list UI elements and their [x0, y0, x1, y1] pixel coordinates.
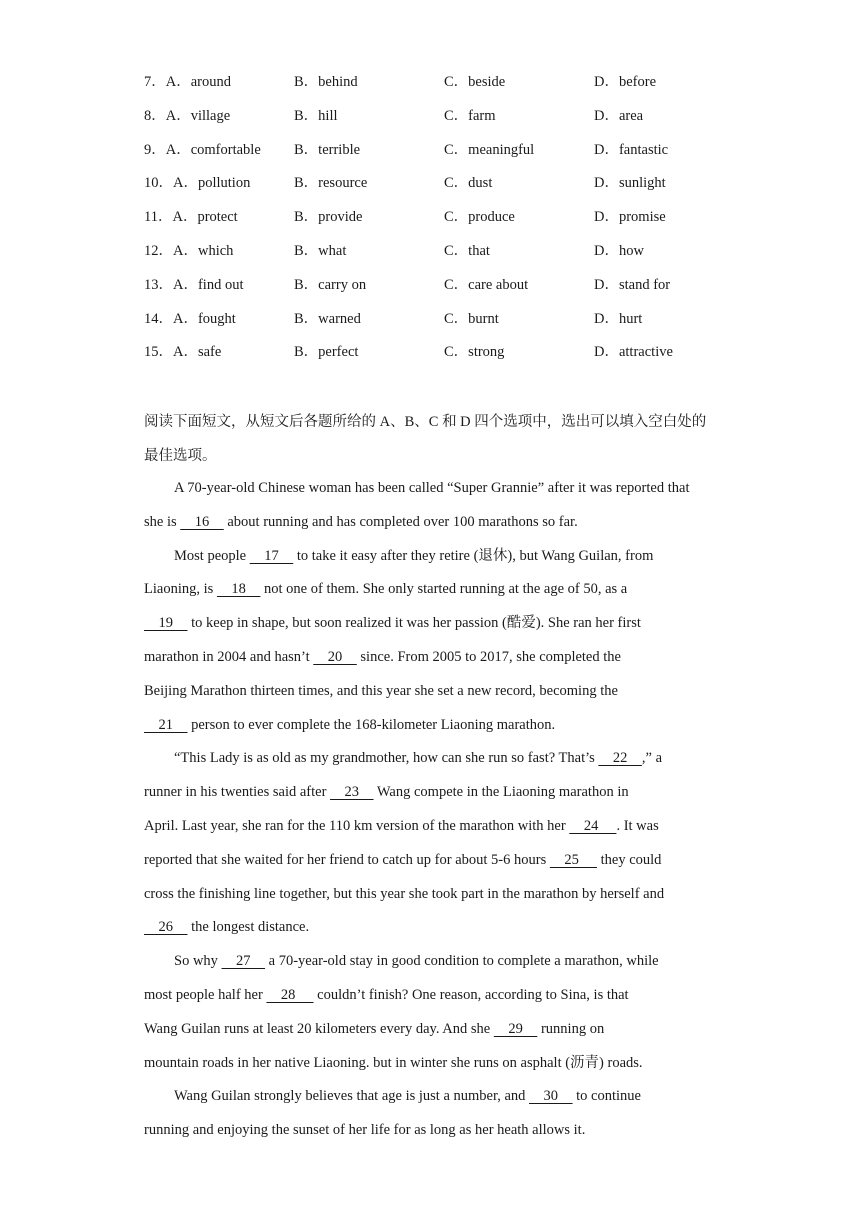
- option-list: [144, 70, 744, 374]
- option-b: B．terrible: [294, 141, 361, 158]
- option-b: B．perfect: [294, 344, 359, 361]
- option-a: 8．A．village: [144, 107, 231, 124]
- passage-line: [144, 742, 720, 776]
- passage-text: Beijing Marathon thirteen times, and this year she set a new record, becoming the: [144, 682, 618, 699]
- passage-text: couldn’t finish? One reason, according to Sina, is that: [313, 986, 629, 1003]
- option-row: [144, 205, 744, 239]
- passage-line: [144, 945, 720, 979]
- answer-blank: 16: [180, 513, 224, 530]
- option-d: D．how: [594, 242, 644, 259]
- passage-line: [144, 1080, 720, 1114]
- option-c: C．dust: [444, 175, 493, 192]
- passage-line: [144, 540, 720, 574]
- passage-text: runner in his twenties said after: [144, 784, 331, 801]
- passage-text: Wang compete in the Liaoning marathon in: [373, 784, 629, 801]
- option-row: [144, 138, 744, 172]
- passage-text: the longest distance.: [187, 919, 310, 936]
- passage-line: [144, 709, 720, 743]
- passage-line: [144, 675, 720, 709]
- passage-line: [144, 810, 720, 844]
- option-row: [144, 273, 744, 307]
- passage-line: [144, 506, 720, 540]
- option-row: [144, 340, 744, 374]
- question-number: 9．: [144, 141, 166, 158]
- option-d: D．before: [594, 74, 657, 90]
- passage-text: they could: [596, 851, 662, 868]
- option-a: 15．A．safe: [144, 344, 222, 361]
- passage-line: [144, 641, 720, 675]
- option-d: D．promise: [594, 209, 666, 226]
- option-c: C．farm: [444, 107, 496, 124]
- passage-text: “This Lady is as old as my grandmother, how can she run so fast? That’s: [174, 750, 599, 767]
- option-d: D．area: [594, 107, 644, 124]
- option-c: C．burnt: [444, 310, 499, 327]
- option-d: D．stand for: [594, 276, 671, 293]
- passage-text: to continue: [572, 1088, 641, 1105]
- answer-blank: 19: [144, 615, 188, 632]
- option-d: D．sunlight: [594, 175, 666, 192]
- passage-line: [144, 979, 720, 1013]
- passage-text: running and enjoying the sunset of her life for as long as her heath allows it.: [144, 1122, 586, 1139]
- passage-line: [144, 776, 720, 810]
- passage-text: about running and has completed over 100 marathons so far.: [223, 513, 578, 530]
- answer-blank: 26: [144, 919, 188, 936]
- option-a: 10．A．pollution: [144, 175, 251, 192]
- option-row: [144, 307, 744, 341]
- option-a: 13．A．find out: [144, 276, 244, 293]
- passage-text: . It was: [616, 817, 659, 834]
- passage-text: So why: [174, 953, 222, 970]
- question-number: 13．: [144, 276, 173, 293]
- passage-text: Liaoning, is: [144, 581, 217, 598]
- answer-blank: 22: [598, 750, 642, 767]
- option-b: B．hill: [294, 107, 338, 124]
- question-number: 7．: [144, 74, 166, 90]
- passage-text: she is: [144, 513, 181, 530]
- option-c: C．care about: [444, 276, 529, 293]
- passage-text: not one of them. She only started running at the age of 50, as a: [260, 581, 628, 598]
- passage-line: [144, 844, 720, 878]
- option-c: C．that: [444, 242, 490, 259]
- passage-text: to take it easy after they retire (退休), but Wang Guilan, from: [293, 547, 654, 564]
- passage-text: person to ever complete the 168-kilometer Liaoning marathon.: [187, 716, 556, 733]
- option-a: 9．A．comfortable: [144, 141, 261, 158]
- question-number: 8．: [144, 107, 166, 124]
- passage-text: marathon in 2004 and hasn’t: [144, 648, 314, 665]
- question-number: 14．: [144, 310, 173, 327]
- question-number: 11．: [144, 209, 173, 226]
- answer-blank: 21: [144, 716, 188, 733]
- option-b: B．resource: [294, 175, 368, 192]
- passage-text: most people half her: [144, 986, 267, 1003]
- answer-blank: 30: [529, 1088, 573, 1105]
- question-number: 10．: [144, 175, 173, 192]
- reading-passage: [144, 472, 720, 1148]
- passage-text: to keep in shape, but soon realized it was her passion (酷爱). She ran her first: [187, 615, 641, 632]
- option-b: B．carry on: [294, 276, 367, 293]
- passage-line: [144, 573, 720, 607]
- passage-text: April. Last year, she ran for the 110 km version of the marathon with her: [144, 817, 570, 834]
- answer-blank: 23: [330, 784, 374, 801]
- option-row: [144, 70, 744, 104]
- passage-text: since. From 2005 to 2017, she completed the: [356, 648, 621, 665]
- passage-text: running on: [537, 1020, 605, 1037]
- passage-text: a 70-year-old stay in good condition to complete a marathon, while: [265, 953, 659, 970]
- passage-line: [144, 878, 720, 912]
- option-c: C．meaningful: [444, 141, 535, 158]
- passage-text: cross the finishing line together, but this year she took part in the marathon by herself and: [144, 885, 665, 902]
- option-row: [144, 239, 744, 273]
- answer-blank: 29: [493, 1020, 538, 1037]
- option-c: C．produce: [444, 209, 515, 226]
- option-b: B．provide: [294, 209, 363, 226]
- option-b: B．what: [294, 242, 347, 259]
- answer-blank: 27: [221, 953, 266, 970]
- option-row: [144, 171, 744, 205]
- answer-blank: 18: [216, 581, 261, 598]
- option-c: C．strong: [444, 344, 505, 361]
- passage-line: [144, 1047, 720, 1081]
- answer-blank: 24: [569, 817, 617, 834]
- option-b: B．behind: [294, 74, 358, 90]
- answer-blank: 17: [249, 547, 294, 564]
- option-d: D．attractive: [594, 344, 673, 361]
- passage-line: [144, 607, 720, 641]
- passage-text: Most people: [174, 547, 250, 564]
- passage-text: ,” a: [641, 750, 663, 767]
- passage-text: reported that she waited for her friend to catch up for about 5-6 hours: [144, 851, 550, 868]
- option-d: D．fantastic: [594, 141, 669, 158]
- question-number: 15．: [144, 344, 173, 361]
- option-a: 14．A．fought: [144, 310, 236, 327]
- option-b: B．warned: [294, 310, 361, 327]
- question-number: 12．: [144, 242, 173, 259]
- option-c: C．beside: [444, 74, 506, 90]
- passage-text: mountain roads in her native Liaoning. but in winter she runs on asphalt (沥青) roads.: [144, 1054, 643, 1071]
- option-d: D．hurt: [594, 310, 643, 327]
- option-a: 11．A．protect: [144, 209, 238, 226]
- answer-blank: 20: [313, 648, 357, 665]
- instructions-text: 阅读下面短文，从短文后各题所给的 A、B、C 和 D 四个选项中，选出可以填入空白处的最佳选项。: [144, 414, 707, 464]
- passage-line: [144, 1114, 720, 1148]
- option-row: [144, 104, 744, 138]
- answer-blank: 25: [549, 851, 597, 868]
- passage-text: Wang Guilan strongly believes that age is just a number, and: [174, 1088, 530, 1105]
- passage-line: [144, 1013, 720, 1047]
- answer-blank: 28: [266, 986, 314, 1003]
- option-a: 7．A．around: [144, 74, 231, 90]
- passage-line: [144, 472, 720, 506]
- passage-text: Wang Guilan runs at least 20 kilometers every day. And she: [144, 1020, 494, 1037]
- option-a: 12．A．which: [144, 242, 234, 259]
- passage-text: A 70-year-old Chinese woman has been called “Super Grannie” after it was reported that: [174, 480, 690, 496]
- passage-line: [144, 911, 720, 945]
